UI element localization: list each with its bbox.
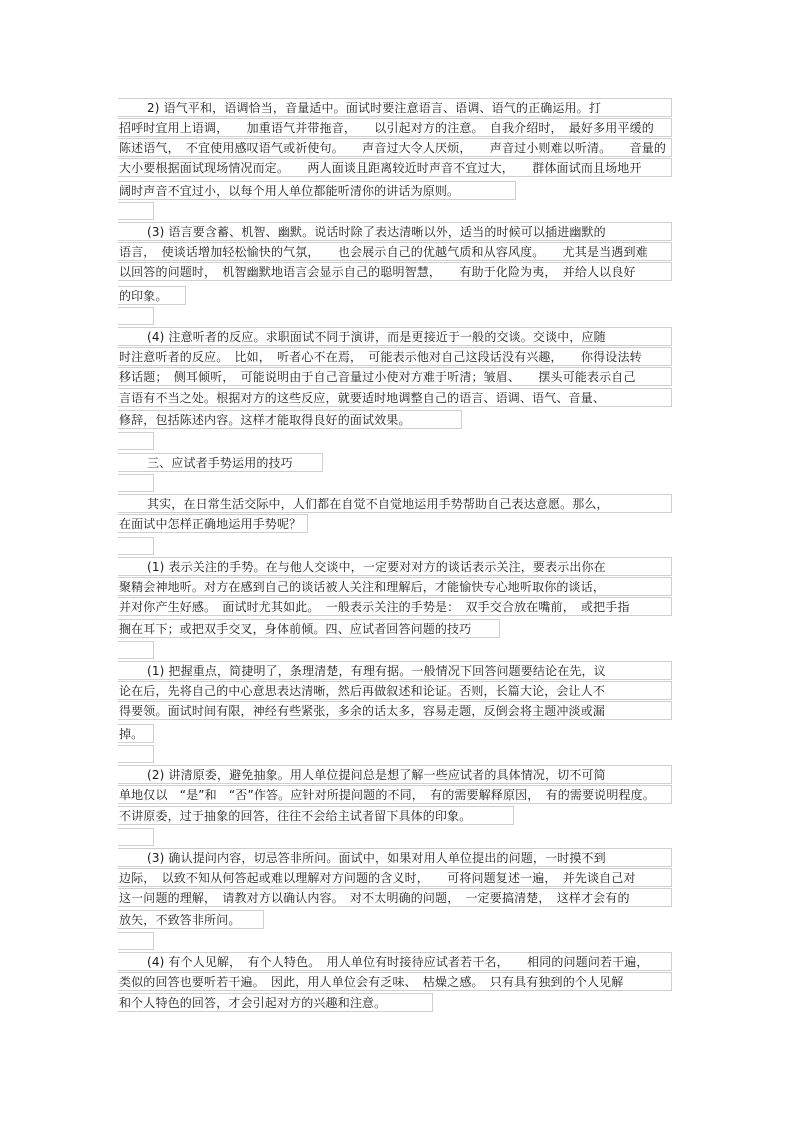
text-line: 的印象。 xyxy=(118,286,186,305)
text-line: 和个人特色的回答，才会引起对方的兴趣和注意。 xyxy=(118,993,433,1012)
text-line: 2) 语气平和，语调恰当，音量适中。面试时要注意语言、语调、语气的正确运用。打 xyxy=(118,98,672,117)
paragraph-marker xyxy=(118,641,154,659)
text-line: (3) 确认提问内容，切忌答非所问。面试中，如果对用人单位提出的问题，一时摸不到 xyxy=(118,848,672,867)
paragraph-marker xyxy=(118,745,154,763)
text-line: 移话题； 侧耳倾听， 可能说明由于自己音量过小使对方难于听清；皱眉、 摆头可能表示自己 xyxy=(118,367,672,386)
paragraph-marker xyxy=(118,474,154,492)
text-line: 类似的回答也要听若干遍。 因此，用人单位会有乏味、 枯燥之感。 只有具有独到的个人见解 xyxy=(118,972,672,991)
section-heading: 三、应试者手势运用的技巧 xyxy=(118,453,323,472)
text-line: 搁在耳下；或把双手交叉，身体前倾。四、应试者回答问题的技巧 xyxy=(118,619,500,638)
text-line: 论在后，先将自己的中心意思表达清晰，然后再做叙述和论证。否则，长篇大论，会让人不 xyxy=(118,681,672,700)
paragraph-marker xyxy=(118,202,154,220)
text-line: 在面试中怎样正确地运用手势呢？ xyxy=(118,514,308,533)
text-line: 修辞，包括陈述内容。这样才能取得良好的面试效果。 xyxy=(118,410,462,429)
text-line: 这一问题的理解， 请教对方以确认内容。 对不太明确的问题， 一定要搞清楚， 这样才会有的 xyxy=(118,888,672,907)
text-line: 放矢，不致答非所问。 xyxy=(118,910,264,929)
text-line: 大小要根据面试现场情况而定。 两人面谈且距离较近时声音不宜过大， 群体面试而且场地开 xyxy=(118,158,672,177)
text-line: 聚精会神地听。对方在感到自己的谈话被人关注和理解后，才能愉快专心地听取你的谈话， xyxy=(118,577,672,596)
text-line: 以回答的问题时， 机智幽默地语言会显示自己的聪明智慧， 有助于化险为夷， 并给人以良好 xyxy=(118,262,672,281)
text-line: 掉。 xyxy=(118,724,154,743)
text-line: 时注意听者的反应。 比如， 听者心不在焉， 可能表示他对自己这段话没有兴趣， 你得设法转 xyxy=(118,347,672,366)
text-line: 言语有不当之处。根据对方的这些反应，就要适时地调整自己的语言、语调、语气、音量、 xyxy=(118,388,672,407)
paragraph-marker xyxy=(118,932,154,950)
text-line: 得要领。面试时间有限，神经有些紧张，多余的话太多，容易走题，反倒会将主题冲淡或漏 xyxy=(118,701,672,720)
text-line: 单地仅以 “是”和 “否”作答。应针对所提问题的不同， 有的需要解释原因， 有的需要说明程度。 xyxy=(118,785,672,804)
paragraph-marker xyxy=(118,307,154,325)
text-line: 边际， 以致不知从何答起或难以理解对方问题的含义时， 可将问题复述一遍， 并先谈自己对 xyxy=(118,868,672,887)
paragraph-marker xyxy=(118,432,154,450)
text-line: (2) 讲清原委，避免抽象。用人单位提问总是想了解一些应试者的具体情况，切不可简 xyxy=(118,765,672,784)
text-line: 其实，在日常生活交际中，人们都在自觉不自觉地运用手势帮助自己表达意愿。那么， xyxy=(118,494,672,513)
text-line: 语言， 使谈话增加轻松愉快的气氛， 也会展示自己的优越气质和从容风度。 尤其是当遇到难 xyxy=(118,242,672,261)
text-line: (1) 表示关注的手势。在与他人交谈中，一定要对对方的谈话表示关注，要表示出你在 xyxy=(118,557,672,576)
text-line: (3) 语言要含蓄、机智、幽默。说话时除了表达清晰以外，适当的时候可以插进幽默的 xyxy=(118,222,672,241)
text-line: 招呼时宜用上语调， 加重语气并带拖音， 以引起对方的注意。 自我介绍时， 最好多用平缓的 xyxy=(118,118,672,137)
text-line: 阔时声音不宜过小，以每个用人单位都能听清你的讲话为原则。 xyxy=(118,181,516,200)
paragraph-marker xyxy=(118,537,154,555)
paragraph-marker xyxy=(118,828,154,846)
text-line: 并对你产生好感。 面试时尤其如此。 一般表示关注的手势是： 双手交合放在嘴前， 或把手指 xyxy=(118,597,672,616)
text-line: 不讲原委，过于抽象的回答，往往不会给主试者留下具体的印象。 xyxy=(118,806,514,825)
text-line: 陈述语气， 不宜使用感叹语气或祈使句。 声音过大令人厌烦， 声音过小则难以听清。 音量的 xyxy=(118,138,672,157)
text-line: (4) 有个人见解， 有个人特色。 用人单位有时接待应试者若干名， 相同的问题问若干遍， xyxy=(118,952,672,971)
text-line: (1) 把握重点，简捷明了，条理清楚，有理有据。一般情况下回答问题要结论在先，议 xyxy=(118,661,672,680)
text-line: (4) 注意听者的反应。求职面试不同于演讲，而是更接近于一般的交谈。交谈中，应随 xyxy=(118,327,672,346)
